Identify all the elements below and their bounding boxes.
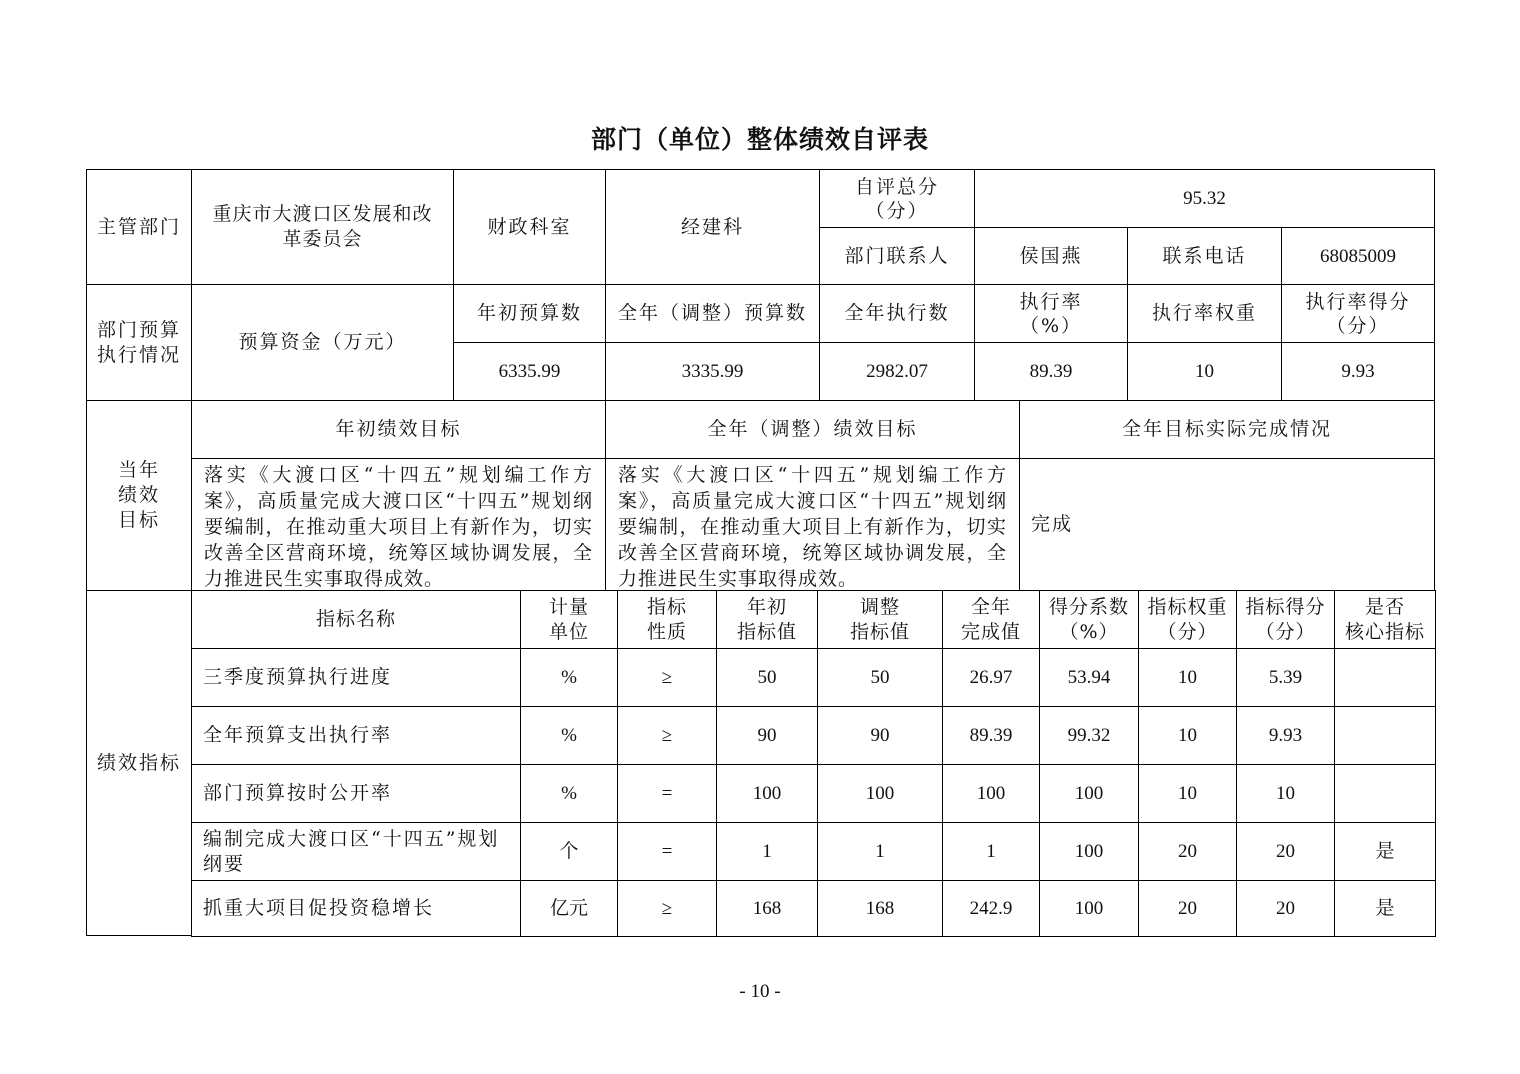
indicator-unit: 个 <box>520 822 618 881</box>
annual-completion: 26.97 <box>942 648 1040 707</box>
goals-section-label: 当年 绩效 目标 <box>86 400 192 591</box>
contact-label: 部门联系人 <box>819 227 975 285</box>
dept-name: 重庆市大渡口区发展和改革委员会 <box>191 169 454 285</box>
page-title: 部门（单位）整体绩效自评表 <box>590 125 929 154</box>
phone-label: 联系电话 <box>1127 227 1282 285</box>
annual-completion: 242.9 <box>942 880 1040 937</box>
budget-value: 3335.99 <box>605 342 820 401</box>
initial-target: 100 <box>716 764 818 823</box>
indicator-name: 编制完成大渡口区“十四五”规划纲要 <box>191 822 521 881</box>
adjusted-target: 50 <box>817 648 943 707</box>
indicator-score: 20 <box>1236 880 1335 937</box>
office-construction: 经建科 <box>605 169 820 285</box>
page-number: - 10 - <box>739 981 781 1002</box>
indicator-score: 20 <box>1236 822 1335 881</box>
phone-value: 68085009 <box>1281 227 1435 285</box>
indicator-header: 指标权重 （分） <box>1138 590 1237 649</box>
budget-header: 年初预算数 <box>453 284 606 343</box>
is-core-indicator <box>1334 764 1436 823</box>
indicator-score: 9.93 <box>1236 706 1335 765</box>
office-finance: 财政科室 <box>453 169 606 285</box>
budget-value: 2982.07 <box>819 342 975 401</box>
adjusted-target: 1 <box>817 822 943 881</box>
budget-header: 执行率得分 （分） <box>1281 284 1435 343</box>
indicator-header: 是否 核心指标 <box>1334 590 1436 649</box>
adjusted-target: 90 <box>817 706 943 765</box>
indicator-header: 计量 单位 <box>520 590 618 649</box>
dept-label: 主管部门 <box>86 169 192 285</box>
indicator-nature: ≥ <box>617 648 717 707</box>
indicator-header: 指标名称 <box>191 590 521 649</box>
indicator-header: 调整 指标值 <box>817 590 943 649</box>
indicator-score: 5.39 <box>1236 648 1335 707</box>
adjusted-goal-header: 全年（调整）绩效目标 <box>605 400 1020 459</box>
indicator-unit: % <box>520 764 618 823</box>
initial-target: 90 <box>716 706 818 765</box>
is-core-indicator <box>1334 648 1436 707</box>
score-coefficient: 100 <box>1039 764 1139 823</box>
indicator-nature: ≥ <box>617 880 717 937</box>
indicator-unit: 亿元 <box>520 880 618 937</box>
indicator-name: 抓重大项目促投资稳增长 <box>191 880 521 937</box>
score-coefficient: 100 <box>1039 880 1139 937</box>
indicator-weight: 10 <box>1138 764 1237 823</box>
budget-value: 9.93 <box>1281 342 1435 401</box>
indicator-unit: % <box>520 648 618 707</box>
indicator-weight: 20 <box>1138 880 1237 937</box>
indicator-weight: 20 <box>1138 822 1237 881</box>
indicator-nature: ≥ <box>617 706 717 765</box>
budget-header: 执行率 （%） <box>974 284 1128 343</box>
indicator-nature: = <box>617 822 717 881</box>
score-label: 自评总分 （分） <box>819 169 975 228</box>
indicator-nature: = <box>617 764 717 823</box>
indicator-name: 三季度预算执行进度 <box>191 648 521 707</box>
budget-header: 全年执行数 <box>819 284 975 343</box>
initial-goal-text: 落实《大渡口区“十四五”规划编工作方案》，高质量完成大渡口区“十四五”规划纲要编制，在推动重大项目上有新作为，切实改善全区营商环境，统筹区域协调发展，全力推进民生实事取得成效。 <box>191 458 606 591</box>
indicator-name: 部门预算按时公开率 <box>191 764 521 823</box>
budget-section-label: 部门预算 执行情况 <box>86 284 192 401</box>
indicator-header: 得分系数 （%） <box>1039 590 1139 649</box>
indicator-header: 全年 完成值 <box>942 590 1040 649</box>
actual-completion-text: 完成 <box>1019 458 1435 591</box>
annual-completion: 1 <box>942 822 1040 881</box>
is-core-indicator: 是 <box>1334 880 1436 937</box>
actual-completion-header: 全年目标实际完成情况 <box>1019 400 1435 459</box>
initial-target: 168 <box>716 880 818 937</box>
score-coefficient: 99.32 <box>1039 706 1139 765</box>
indicator-header: 指标 性质 <box>617 590 717 649</box>
indicator-name: 全年预算支出执行率 <box>191 706 521 765</box>
adjusted-goal-text: 落实《大渡口区“十四五”规划编工作方案》，高质量完成大渡口区“十四五”规划纲要编制，在推动重大项目上有新作为，切实改善全区营商环境，统筹区域协调发展，全力推进民生实事取得成效。 <box>605 458 1020 591</box>
is-core-indicator <box>1334 706 1436 765</box>
initial-target: 1 <box>716 822 818 881</box>
contact-name: 侯国燕 <box>974 227 1128 285</box>
initial-goal-header: 年初绩效目标 <box>191 400 606 459</box>
indicator-weight: 10 <box>1138 706 1237 765</box>
indicator-header: 指标得分 （分） <box>1236 590 1335 649</box>
is-core-indicator: 是 <box>1334 822 1436 881</box>
indicator-score: 10 <box>1236 764 1335 823</box>
budget-value: 89.39 <box>974 342 1128 401</box>
score-coefficient: 100 <box>1039 822 1139 881</box>
adjusted-target: 100 <box>817 764 943 823</box>
adjusted-target: 168 <box>817 880 943 937</box>
initial-target: 50 <box>716 648 818 707</box>
budget-value: 10 <box>1127 342 1282 401</box>
budget-header: 全年（调整）预算数 <box>605 284 820 343</box>
budget-fund-label: 预算资金（万元） <box>191 284 454 401</box>
score-value: 95.32 <box>974 169 1435 228</box>
indicator-header: 年初 指标值 <box>716 590 818 649</box>
score-coefficient: 53.94 <box>1039 648 1139 707</box>
annual-completion: 100 <box>942 764 1040 823</box>
indicator-unit: % <box>520 706 618 765</box>
annual-completion: 89.39 <box>942 706 1040 765</box>
indicators-section-label: 绩效指标 <box>86 590 192 936</box>
budget-header: 执行率权重 <box>1127 284 1282 343</box>
budget-value: 6335.99 <box>453 342 606 401</box>
indicator-weight: 10 <box>1138 648 1237 707</box>
